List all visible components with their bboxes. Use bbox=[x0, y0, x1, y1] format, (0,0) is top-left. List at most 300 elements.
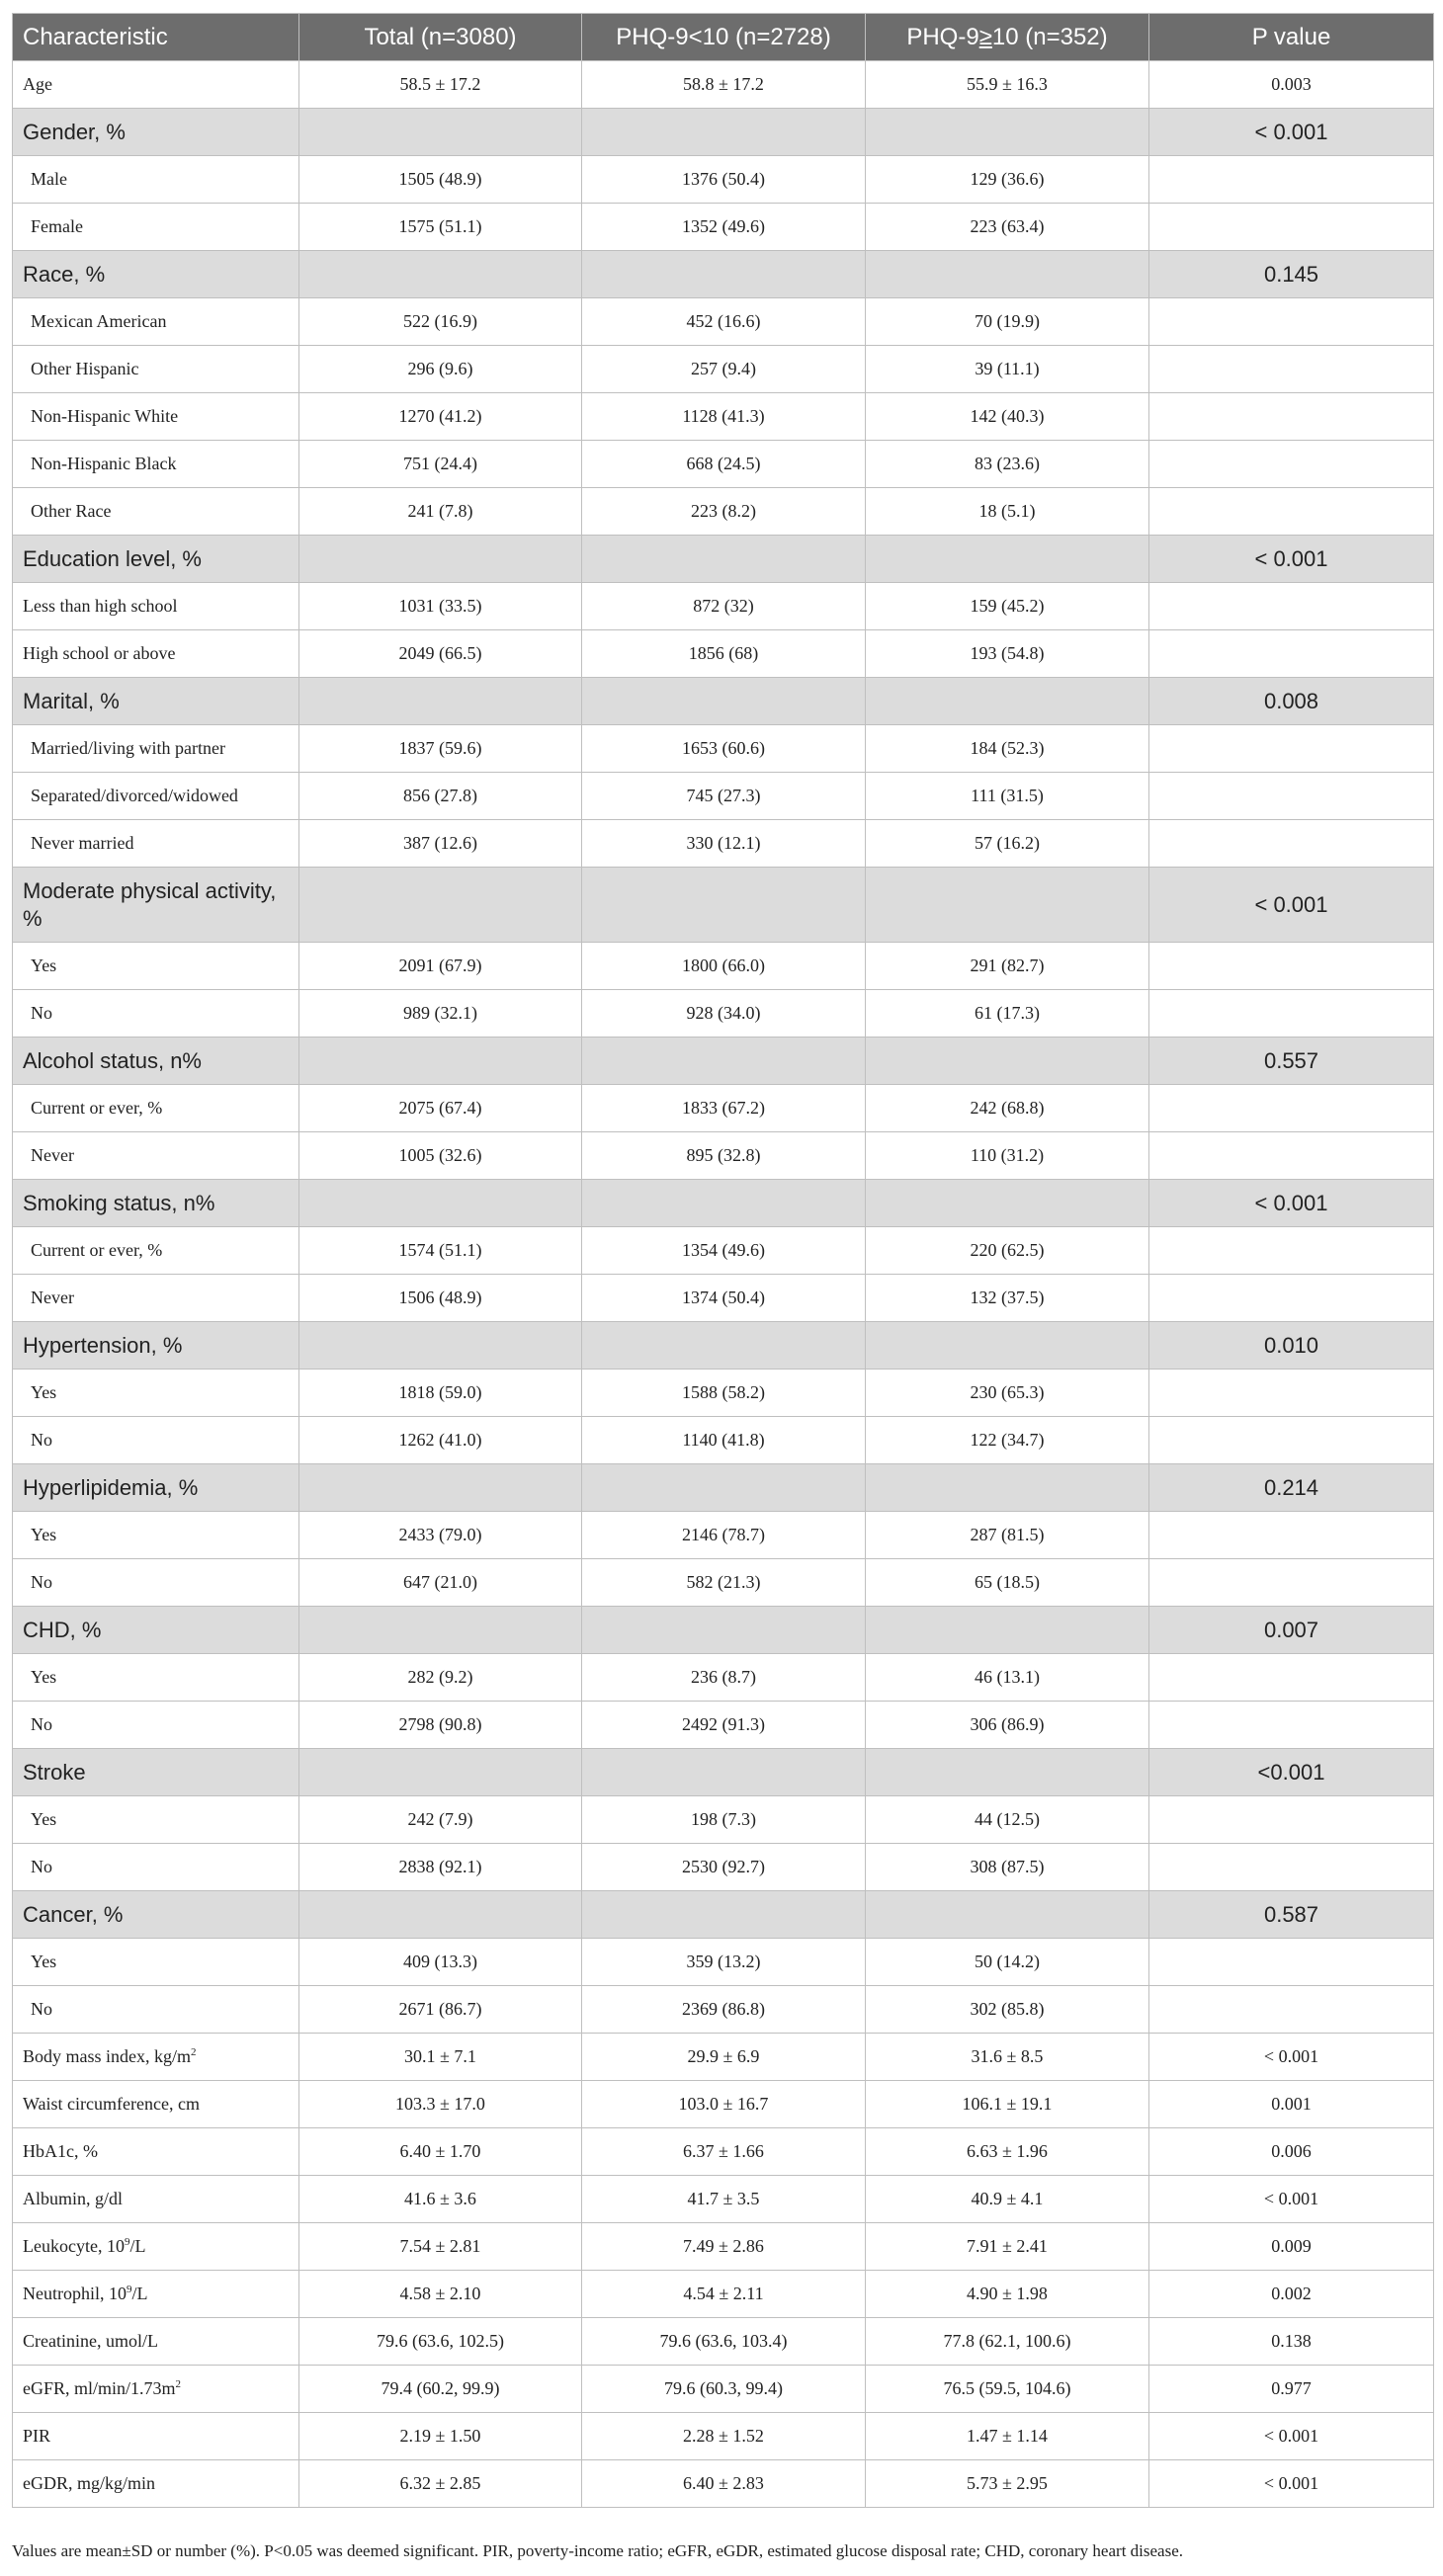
cell-characteristic: Stroke bbox=[13, 1749, 299, 1796]
cell-phq-high: 223 (63.4) bbox=[866, 204, 1149, 251]
cell-phq-low bbox=[582, 1038, 866, 1085]
section-row bbox=[13, 1038, 1434, 1085]
cell-phq-high: 61 (17.3) bbox=[866, 990, 1149, 1038]
cell-characteristic: Smoking status, n% bbox=[13, 1180, 299, 1227]
cell-phq-high: 220 (62.5) bbox=[866, 1227, 1149, 1275]
cell-phq-high: 76.5 (59.5, 104.6) bbox=[866, 2366, 1149, 2413]
cell-characteristic: No bbox=[13, 990, 299, 1038]
cell-total: 58.5 ± 17.2 bbox=[299, 61, 582, 109]
cell-total: 1575 (51.1) bbox=[299, 204, 582, 251]
cell-phq-high: 230 (65.3) bbox=[866, 1370, 1149, 1417]
cell-p-value: < 0.001 bbox=[1149, 2176, 1434, 2223]
cell-phq-high: 193 (54.8) bbox=[866, 630, 1149, 678]
cell-total: 41.6 ± 3.6 bbox=[299, 2176, 582, 2223]
cell-p-value bbox=[1149, 1512, 1434, 1559]
cell-phq-low: 1354 (49.6) bbox=[582, 1227, 866, 1275]
table-row bbox=[13, 725, 1434, 773]
cell-characteristic: Yes bbox=[13, 1939, 299, 1986]
cell-total bbox=[299, 1322, 582, 1370]
section-row bbox=[13, 251, 1434, 298]
cell-characteristic: Age bbox=[13, 61, 299, 109]
cell-characteristic: No bbox=[13, 1417, 299, 1464]
cell-p-value: 0.010 bbox=[1149, 1322, 1434, 1370]
cell-characteristic: Less than high school bbox=[13, 583, 299, 630]
header-phq-high bbox=[866, 14, 1149, 61]
table-row bbox=[13, 1654, 1434, 1702]
cell-phq-low: 1653 (60.6) bbox=[582, 725, 866, 773]
cell-p-value bbox=[1149, 1796, 1434, 1844]
cell-characteristic: HbA1c, % bbox=[13, 2128, 299, 2176]
cell-total bbox=[299, 868, 582, 943]
characteristics-table bbox=[12, 13, 1434, 2508]
cell-p-value bbox=[1149, 1417, 1434, 1464]
cell-characteristic: No bbox=[13, 1702, 299, 1749]
cell-total: 1270 (41.2) bbox=[299, 393, 582, 441]
cell-characteristic: Yes bbox=[13, 1512, 299, 1559]
cell-phq-high bbox=[866, 1891, 1149, 1939]
cell-total: 282 (9.2) bbox=[299, 1654, 582, 1702]
cell-phq-high: 142 (40.3) bbox=[866, 393, 1149, 441]
cell-total: 1506 (48.9) bbox=[299, 1275, 582, 1322]
cell-total: 242 (7.9) bbox=[299, 1796, 582, 1844]
cell-phq-low: 2369 (86.8) bbox=[582, 1986, 866, 2034]
cell-p-value bbox=[1149, 488, 1434, 536]
cell-phq-low: 103.0 ± 16.7 bbox=[582, 2081, 866, 2128]
cell-phq-high: 5.73 ± 2.95 bbox=[866, 2460, 1149, 2508]
cell-p-value: 0.214 bbox=[1149, 1464, 1434, 1512]
cell-phq-high bbox=[866, 1180, 1149, 1227]
cell-characteristic: Never bbox=[13, 1132, 299, 1180]
table-row bbox=[13, 1939, 1434, 1986]
table-row bbox=[13, 61, 1434, 109]
cell-characteristic: Moderate physical activity, % bbox=[13, 868, 299, 943]
cell-characteristic: Non-Hispanic White bbox=[13, 393, 299, 441]
cell-phq-low: 58.8 ± 17.2 bbox=[582, 61, 866, 109]
table-row bbox=[13, 1417, 1434, 1464]
cell-p-value: < 0.001 bbox=[1149, 2460, 1434, 2508]
characteristic-label: Body mass index, kg/m bbox=[23, 2046, 191, 2066]
cell-p-value bbox=[1149, 1654, 1434, 1702]
cell-phq-high: 65 (18.5) bbox=[866, 1559, 1149, 1607]
cell-total bbox=[299, 1038, 582, 1085]
cell-characteristic: Never bbox=[13, 1275, 299, 1322]
cell-phq-high: 39 (11.1) bbox=[866, 346, 1149, 393]
cell-total: 2798 (90.8) bbox=[299, 1702, 582, 1749]
cell-phq-high: 4.90 ± 1.98 bbox=[866, 2271, 1149, 2318]
cell-phq-high: 302 (85.8) bbox=[866, 1986, 1149, 2034]
cell-p-value bbox=[1149, 1227, 1434, 1275]
cell-total: 2091 (67.9) bbox=[299, 943, 582, 990]
cell-p-value bbox=[1149, 346, 1434, 393]
table-row bbox=[13, 1986, 1434, 2034]
cell-characteristic: Hypertension, % bbox=[13, 1322, 299, 1370]
cell-p-value bbox=[1149, 1844, 1434, 1891]
cell-phq-low: 1856 (68) bbox=[582, 630, 866, 678]
characteristic-label: Leukocyte, 10 bbox=[23, 2236, 125, 2256]
cell-phq-low: 668 (24.5) bbox=[582, 441, 866, 488]
cell-total bbox=[299, 1180, 582, 1227]
header-phq-high-suffix: 10 (n=352) bbox=[991, 23, 1108, 50]
cell-characteristic: Mexican American bbox=[13, 298, 299, 346]
cell-phq-low bbox=[582, 1891, 866, 1939]
cell-phq-low: 6.37 ± 1.66 bbox=[582, 2128, 866, 2176]
cell-characteristic: Creatinine, umol/L bbox=[13, 2318, 299, 2366]
cell-phq-low: 1140 (41.8) bbox=[582, 1417, 866, 1464]
cell-p-value: < 0.001 bbox=[1149, 2034, 1434, 2081]
cell-p-value: 0.138 bbox=[1149, 2318, 1434, 2366]
cell-p-value bbox=[1149, 1132, 1434, 1180]
cell-total bbox=[299, 109, 582, 156]
table-row bbox=[13, 2128, 1434, 2176]
cell-phq-low bbox=[582, 868, 866, 943]
cell-phq-high bbox=[866, 868, 1149, 943]
cell-phq-low: 582 (21.3) bbox=[582, 1559, 866, 1607]
cell-phq-high: 77.8 (62.1, 100.6) bbox=[866, 2318, 1149, 2366]
header-phq-low: PHQ-9<10 (n=2728) bbox=[582, 14, 866, 61]
cell-phq-high: 106.1 ± 19.1 bbox=[866, 2081, 1149, 2128]
cell-total: 1818 (59.0) bbox=[299, 1370, 582, 1417]
cell-characteristic: Yes bbox=[13, 1796, 299, 1844]
cell-phq-low: 41.7 ± 3.5 bbox=[582, 2176, 866, 2223]
cell-total: 6.32 ± 2.85 bbox=[299, 2460, 582, 2508]
cell-phq-high: 70 (19.9) bbox=[866, 298, 1149, 346]
cell-p-value: 0.003 bbox=[1149, 61, 1434, 109]
table-row bbox=[13, 1370, 1434, 1417]
cell-total bbox=[299, 678, 582, 725]
section-row bbox=[13, 868, 1434, 943]
unit-suffix: /L bbox=[129, 2236, 146, 2256]
cell-phq-low: 745 (27.3) bbox=[582, 773, 866, 820]
cell-p-value bbox=[1149, 204, 1434, 251]
cell-total: 2838 (92.1) bbox=[299, 1844, 582, 1891]
cell-total: 241 (7.8) bbox=[299, 488, 582, 536]
section-row bbox=[13, 1180, 1434, 1227]
cell-phq-low: 1833 (67.2) bbox=[582, 1085, 866, 1132]
unit-suffix: /L bbox=[131, 2284, 148, 2303]
cell-total bbox=[299, 1891, 582, 1939]
table-row bbox=[13, 1559, 1434, 1607]
cell-characteristic bbox=[13, 2223, 299, 2271]
cell-characteristic: Other Race bbox=[13, 488, 299, 536]
cell-phq-low bbox=[582, 1464, 866, 1512]
cell-total: 387 (12.6) bbox=[299, 820, 582, 868]
cell-total: 1005 (32.6) bbox=[299, 1132, 582, 1180]
table-row bbox=[13, 943, 1434, 990]
cell-characteristic: Albumin, g/dl bbox=[13, 2176, 299, 2223]
unit-superscript: 9 bbox=[127, 2284, 132, 2295]
characteristic-label: Neutrophil, 10 bbox=[23, 2284, 127, 2303]
cell-phq-high: 6.63 ± 1.96 bbox=[866, 2128, 1149, 2176]
table-footnote: Values are mean±SD or number (%). P<0.05 was deemed significant. PIR, poverty-income ratio; eGFR, eGDR, estimated glucose disposal rate; CHD, coronary heart disease. bbox=[12, 2541, 1184, 2560]
table-row bbox=[13, 488, 1434, 536]
header-phq-high-prefix: PHQ-9 bbox=[906, 23, 979, 50]
cell-phq-low bbox=[582, 1322, 866, 1370]
cell-phq-low: 4.54 ± 2.11 bbox=[582, 2271, 866, 2318]
table-row bbox=[13, 630, 1434, 678]
cell-phq-high: 287 (81.5) bbox=[866, 1512, 1149, 1559]
cell-phq-high: 291 (82.7) bbox=[866, 943, 1149, 990]
table-row bbox=[13, 1132, 1434, 1180]
cell-characteristic: Never married bbox=[13, 820, 299, 868]
cell-characteristic: Current or ever, % bbox=[13, 1227, 299, 1275]
cell-total: 2049 (66.5) bbox=[299, 630, 582, 678]
header-phq-high-symbol: ≥ bbox=[978, 23, 992, 50]
cell-phq-high: 44 (12.5) bbox=[866, 1796, 1149, 1844]
cell-total: 856 (27.8) bbox=[299, 773, 582, 820]
cell-characteristic: Other Hispanic bbox=[13, 346, 299, 393]
cell-p-value bbox=[1149, 583, 1434, 630]
cell-total: 1574 (51.1) bbox=[299, 1227, 582, 1275]
cell-p-value bbox=[1149, 1275, 1434, 1322]
cell-phq-high: 7.91 ± 2.41 bbox=[866, 2223, 1149, 2271]
cell-phq-low: 452 (16.6) bbox=[582, 298, 866, 346]
cell-phq-low bbox=[582, 1180, 866, 1227]
table-row bbox=[13, 1512, 1434, 1559]
cell-total: 79.4 (60.2, 99.9) bbox=[299, 2366, 582, 2413]
cell-characteristic: eGDR, mg/kg/min bbox=[13, 2460, 299, 2508]
cell-p-value bbox=[1149, 1370, 1434, 1417]
cell-characteristic: Female bbox=[13, 204, 299, 251]
cell-total bbox=[299, 1607, 582, 1654]
cell-total: 2075 (67.4) bbox=[299, 1085, 582, 1132]
cell-p-value: 0.009 bbox=[1149, 2223, 1434, 2271]
section-row bbox=[13, 109, 1434, 156]
table-row bbox=[13, 2271, 1434, 2318]
cell-total: 522 (16.9) bbox=[299, 298, 582, 346]
cell-phq-high: 132 (37.5) bbox=[866, 1275, 1149, 1322]
unit-superscript: 2 bbox=[191, 2046, 197, 2058]
section-row bbox=[13, 1464, 1434, 1512]
cell-p-value bbox=[1149, 1085, 1434, 1132]
cell-phq-low bbox=[582, 1607, 866, 1654]
cell-p-value bbox=[1149, 630, 1434, 678]
cell-characteristic: Male bbox=[13, 156, 299, 204]
cell-phq-low: 198 (7.3) bbox=[582, 1796, 866, 1844]
cell-phq-low: 1376 (50.4) bbox=[582, 156, 866, 204]
table-row bbox=[13, 1844, 1434, 1891]
cell-p-value bbox=[1149, 943, 1434, 990]
table-row bbox=[13, 1085, 1434, 1132]
section-row bbox=[13, 678, 1434, 725]
cell-phq-high: 110 (31.2) bbox=[866, 1132, 1149, 1180]
cell-characteristic: Married/living with partner bbox=[13, 725, 299, 773]
cell-phq-high: 31.6 ± 8.5 bbox=[866, 2034, 1149, 2081]
cell-total: 2.19 ± 1.50 bbox=[299, 2413, 582, 2460]
cell-phq-low: 2530 (92.7) bbox=[582, 1844, 866, 1891]
cell-p-value: < 0.001 bbox=[1149, 109, 1434, 156]
cell-characteristic bbox=[13, 2366, 299, 2413]
cell-phq-high: 55.9 ± 16.3 bbox=[866, 61, 1149, 109]
cell-phq-low: 2146 (78.7) bbox=[582, 1512, 866, 1559]
cell-characteristic: PIR bbox=[13, 2413, 299, 2460]
table-header bbox=[13, 14, 1434, 61]
cell-phq-high: 18 (5.1) bbox=[866, 488, 1149, 536]
section-row bbox=[13, 536, 1434, 583]
cell-total: 103.3 ± 17.0 bbox=[299, 2081, 582, 2128]
cell-p-value: 0.008 bbox=[1149, 678, 1434, 725]
cell-phq-low: 1128 (41.3) bbox=[582, 393, 866, 441]
cell-total: 2671 (86.7) bbox=[299, 1986, 582, 2034]
cell-phq-high: 83 (23.6) bbox=[866, 441, 1149, 488]
cell-total: 1505 (48.9) bbox=[299, 156, 582, 204]
cell-characteristic: Marital, % bbox=[13, 678, 299, 725]
table-row bbox=[13, 2223, 1434, 2271]
cell-phq-low: 330 (12.1) bbox=[582, 820, 866, 868]
cell-p-value bbox=[1149, 1939, 1434, 1986]
cell-p-value bbox=[1149, 773, 1434, 820]
cell-p-value bbox=[1149, 1559, 1434, 1607]
cell-phq-high: 184 (52.3) bbox=[866, 725, 1149, 773]
table-row bbox=[13, 441, 1434, 488]
section-row bbox=[13, 1322, 1434, 1370]
cell-p-value: 0.977 bbox=[1149, 2366, 1434, 2413]
cell-phq-low: 872 (32) bbox=[582, 583, 866, 630]
cell-total: 989 (32.1) bbox=[299, 990, 582, 1038]
cell-phq-high: 159 (45.2) bbox=[866, 583, 1149, 630]
table-row bbox=[13, 2318, 1434, 2366]
cell-phq-high: 129 (36.6) bbox=[866, 156, 1149, 204]
cell-characteristic: Yes bbox=[13, 943, 299, 990]
cell-p-value: 0.587 bbox=[1149, 1891, 1434, 1939]
table-row bbox=[13, 346, 1434, 393]
cell-phq-low: 223 (8.2) bbox=[582, 488, 866, 536]
cell-p-value bbox=[1149, 298, 1434, 346]
cell-p-value: 0.145 bbox=[1149, 251, 1434, 298]
cell-phq-high bbox=[866, 109, 1149, 156]
cell-phq-high bbox=[866, 1607, 1149, 1654]
cell-phq-high: 306 (86.9) bbox=[866, 1702, 1149, 1749]
cell-total bbox=[299, 1749, 582, 1796]
cell-characteristic bbox=[13, 2034, 299, 2081]
cell-characteristic: Gender, % bbox=[13, 109, 299, 156]
cell-p-value bbox=[1149, 1702, 1434, 1749]
cell-phq-low: 257 (9.4) bbox=[582, 346, 866, 393]
cell-total: 647 (21.0) bbox=[299, 1559, 582, 1607]
table-row bbox=[13, 1796, 1434, 1844]
cell-characteristic: Waist circumference, cm bbox=[13, 2081, 299, 2128]
cell-characteristic: CHD, % bbox=[13, 1607, 299, 1654]
cell-total: 6.40 ± 1.70 bbox=[299, 2128, 582, 2176]
cell-phq-high: 111 (31.5) bbox=[866, 773, 1149, 820]
header-p-value: P value bbox=[1149, 14, 1434, 61]
table-row bbox=[13, 204, 1434, 251]
cell-phq-low: 1352 (49.6) bbox=[582, 204, 866, 251]
cell-total: 79.6 (63.6, 102.5) bbox=[299, 2318, 582, 2366]
table-row bbox=[13, 820, 1434, 868]
cell-characteristic: No bbox=[13, 1559, 299, 1607]
cell-phq-low bbox=[582, 1749, 866, 1796]
cell-phq-high: 50 (14.2) bbox=[866, 1939, 1149, 1986]
cell-phq-high: 122 (34.7) bbox=[866, 1417, 1149, 1464]
table-row bbox=[13, 1227, 1434, 1275]
cell-characteristic: No bbox=[13, 1986, 299, 2034]
cell-phq-high bbox=[866, 251, 1149, 298]
section-row bbox=[13, 1749, 1434, 1796]
cell-phq-low bbox=[582, 536, 866, 583]
table-row bbox=[13, 156, 1434, 204]
cell-phq-high bbox=[866, 1464, 1149, 1512]
cell-total: 296 (9.6) bbox=[299, 346, 582, 393]
cell-characteristic: No bbox=[13, 1844, 299, 1891]
table-row bbox=[13, 2176, 1434, 2223]
cell-characteristic: Hyperlipidemia, % bbox=[13, 1464, 299, 1512]
cell-phq-low: 29.9 ± 6.9 bbox=[582, 2034, 866, 2081]
table-row bbox=[13, 1702, 1434, 1749]
unit-superscript: 9 bbox=[124, 2236, 130, 2248]
table-row bbox=[13, 2460, 1434, 2508]
cell-total: 30.1 ± 7.1 bbox=[299, 2034, 582, 2081]
cell-phq-low: 895 (32.8) bbox=[582, 1132, 866, 1180]
cell-p-value bbox=[1149, 156, 1434, 204]
cell-phq-high bbox=[866, 1749, 1149, 1796]
characteristic-label: eGFR, ml/min/1.73m bbox=[23, 2378, 176, 2398]
cell-p-value: 0.001 bbox=[1149, 2081, 1434, 2128]
header-row bbox=[13, 14, 1434, 61]
section-row bbox=[13, 1891, 1434, 1939]
cell-phq-low: 6.40 ± 2.83 bbox=[582, 2460, 866, 2508]
cell-total: 751 (24.4) bbox=[299, 441, 582, 488]
cell-characteristic: Education level, % bbox=[13, 536, 299, 583]
cell-total bbox=[299, 536, 582, 583]
cell-characteristic: Current or ever, % bbox=[13, 1085, 299, 1132]
cell-p-value bbox=[1149, 393, 1434, 441]
table-row bbox=[13, 2413, 1434, 2460]
cell-characteristic: Race, % bbox=[13, 251, 299, 298]
cell-phq-low: 7.49 ± 2.86 bbox=[582, 2223, 866, 2271]
cell-phq-low bbox=[582, 251, 866, 298]
cell-p-value: 0.002 bbox=[1149, 2271, 1434, 2318]
table-row bbox=[13, 2366, 1434, 2413]
header-characteristic: Characteristic bbox=[13, 14, 299, 61]
table-row bbox=[13, 773, 1434, 820]
cell-characteristic: Yes bbox=[13, 1654, 299, 1702]
cell-total bbox=[299, 1464, 582, 1512]
cell-phq-high: 308 (87.5) bbox=[866, 1844, 1149, 1891]
table-row bbox=[13, 990, 1434, 1038]
cell-phq-high bbox=[866, 536, 1149, 583]
cell-p-value: <0.001 bbox=[1149, 1749, 1434, 1796]
cell-phq-low: 79.6 (60.3, 99.4) bbox=[582, 2366, 866, 2413]
cell-phq-high: 40.9 ± 4.1 bbox=[866, 2176, 1149, 2223]
cell-p-value bbox=[1149, 441, 1434, 488]
cell-p-value: < 0.001 bbox=[1149, 1180, 1434, 1227]
cell-phq-low bbox=[582, 109, 866, 156]
cell-p-value bbox=[1149, 820, 1434, 868]
cell-phq-high bbox=[866, 1038, 1149, 1085]
cell-phq-high: 46 (13.1) bbox=[866, 1654, 1149, 1702]
cell-total: 4.58 ± 2.10 bbox=[299, 2271, 582, 2318]
cell-phq-low: 1800 (66.0) bbox=[582, 943, 866, 990]
header-total: Total (n=3080) bbox=[299, 14, 582, 61]
cell-phq-high: 57 (16.2) bbox=[866, 820, 1149, 868]
cell-total: 1031 (33.5) bbox=[299, 583, 582, 630]
table-row bbox=[13, 2034, 1434, 2081]
cell-phq-low: 359 (13.2) bbox=[582, 1939, 866, 1986]
cell-characteristic: Separated/divorced/widowed bbox=[13, 773, 299, 820]
cell-total: 1837 (59.6) bbox=[299, 725, 582, 773]
cell-phq-low: 79.6 (63.6, 103.4) bbox=[582, 2318, 866, 2366]
cell-characteristic: Yes bbox=[13, 1370, 299, 1417]
table-row bbox=[13, 393, 1434, 441]
cell-characteristic: Non-Hispanic Black bbox=[13, 441, 299, 488]
table-body bbox=[13, 61, 1434, 2508]
cell-p-value: 0.006 bbox=[1149, 2128, 1434, 2176]
table-row bbox=[13, 2081, 1434, 2128]
cell-phq-low: 236 (8.7) bbox=[582, 1654, 866, 1702]
cell-total bbox=[299, 251, 582, 298]
cell-p-value: 0.557 bbox=[1149, 1038, 1434, 1085]
unit-superscript: 2 bbox=[175, 2378, 182, 2390]
